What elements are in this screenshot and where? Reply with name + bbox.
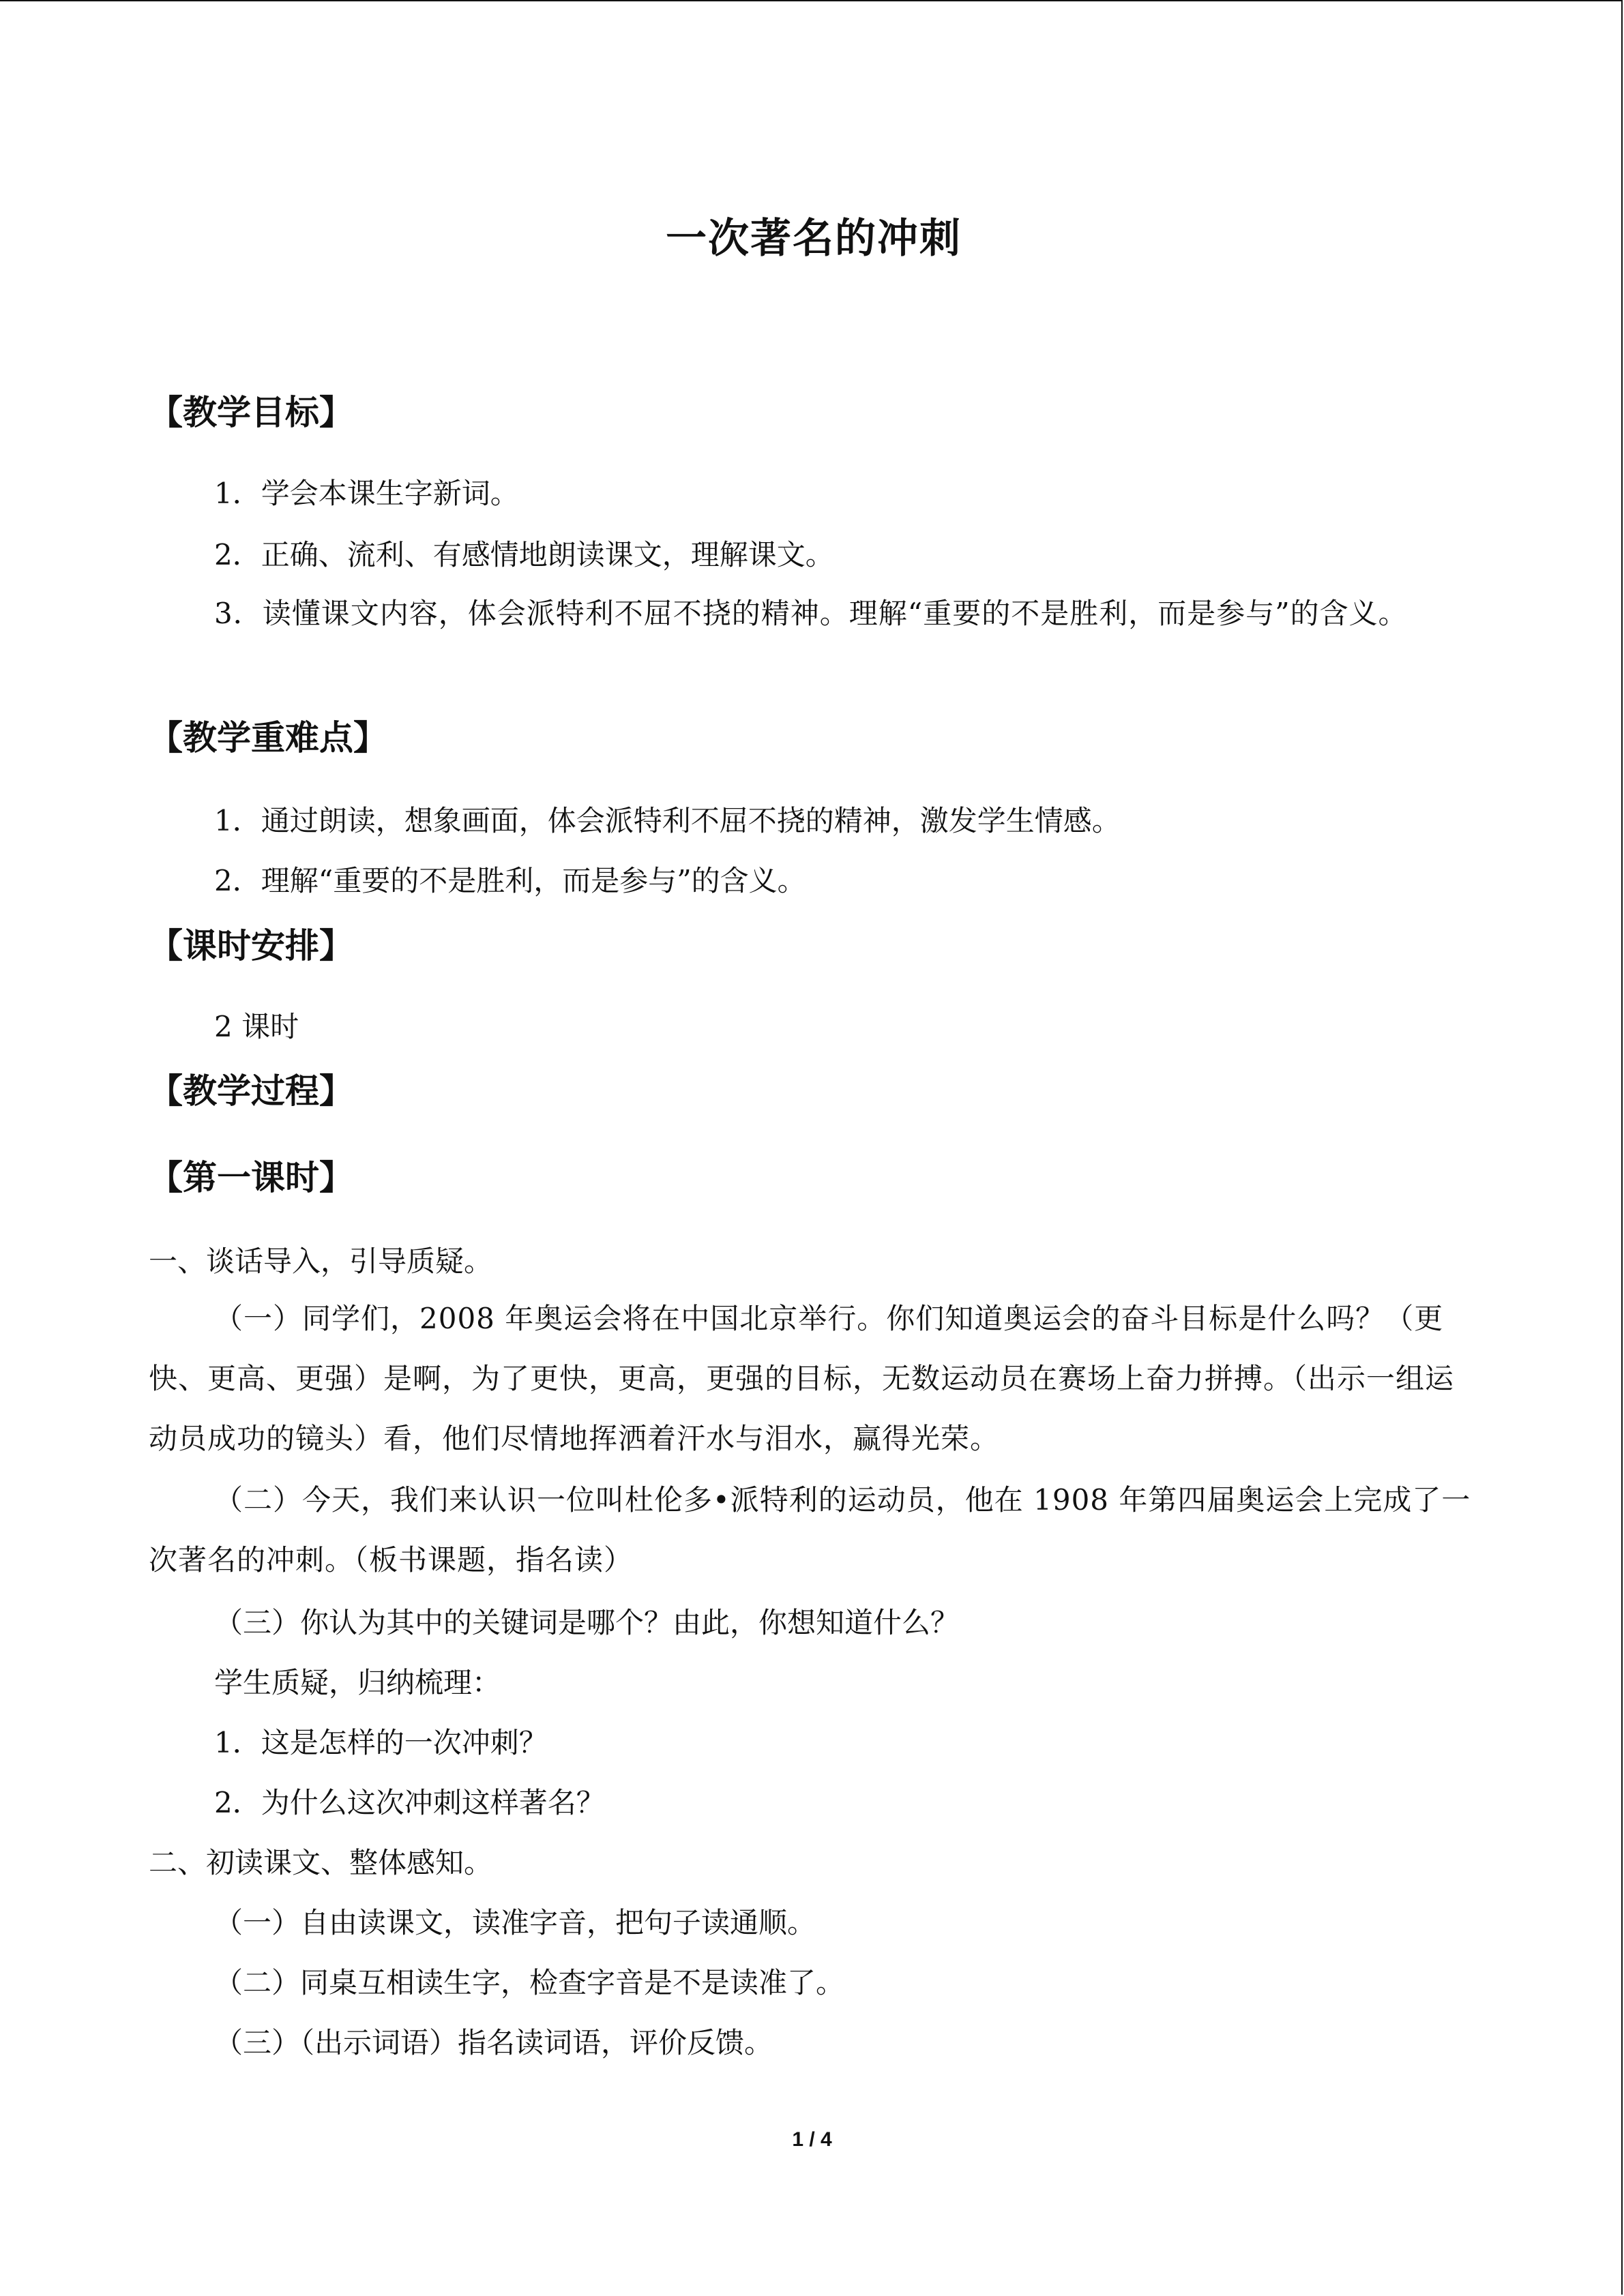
step1-line-1: （三）你认为其中的关键词是哪个？由此，你想知道什么？ (214, 1606, 960, 1639)
schedule-heading: 【课时安排】 (149, 926, 353, 966)
step2-line-3: （三）（出示词语）指名读词语，评价反馈。 (214, 2026, 773, 2059)
step1-paragraph-2: （二）今天，我们来认识一位叫杜伦多•派特利的运动员，他在 1908 年第四届奥运会上完成了一次著名的冲刺。（板书课题，指名读） (149, 1483, 1471, 1577)
lesson1-heading: 【第一课时】 (149, 1158, 353, 1197)
step1-line-4: 2．为什么这次冲刺这样著名？ (214, 1786, 605, 1819)
step1-line-2: 学生质疑，归纳梳理： (214, 1666, 501, 1699)
step1-title: 一、谈话导入，引导质疑。 (149, 1244, 493, 1278)
page-number: 1 / 4 (792, 2128, 832, 2151)
schedule-text: 2 课时 (214, 1010, 299, 1043)
step1-paragraph-1: （一）同学们，2008 年奥运会将在中国北京举行。你们知道奥运会的奋斗目标是什么吗？（更快、更高、更强）是啊，为了更快，更高，更强的目标，无数运动员在赛场上奋力拼搏。（出示一组运动员成功的镜头）看，他们尽情地挥洒着汗水与泪水，赢得光荣。 (149, 1302, 1455, 1455)
key-point-item-1: 1．通过朗读，想象画面，体会派特利不屈不挠的精神，激发学生情感。 (214, 804, 1121, 837)
document-title: 一次著名的冲刺 (666, 215, 962, 263)
step2-line-1: （一）自由读课文，读准字音，把句子读通顺。 (214, 1906, 816, 1939)
goal-item-3: 3．读懂课文内容，体会派特利不屈不挠的精神。理解“重要的不是胜利，而是参与”的含义。 (214, 597, 1408, 630)
goals-heading: 【教学目标】 (149, 393, 353, 432)
process-heading: 【教学过程】 (149, 1071, 353, 1111)
key-points-heading: 【教学重难点】 (149, 718, 387, 758)
step2-title: 二、初读课文、整体感知。 (149, 1846, 493, 1879)
step2-line-2: （二）同桌互相读生字，检查字音是不是读准了。 (214, 1966, 845, 1999)
goal-item-1: 1．学会本课生字新词。 (214, 477, 519, 510)
goal-item-2: 2．正确、流利、有感情地朗读课文，理解课文。 (214, 538, 834, 571)
key-point-item-2: 2．理解“重要的不是胜利，而是参与”的含义。 (214, 864, 806, 897)
step1-line-3: 1．这是怎样的一次冲刺？ (214, 1726, 548, 1759)
